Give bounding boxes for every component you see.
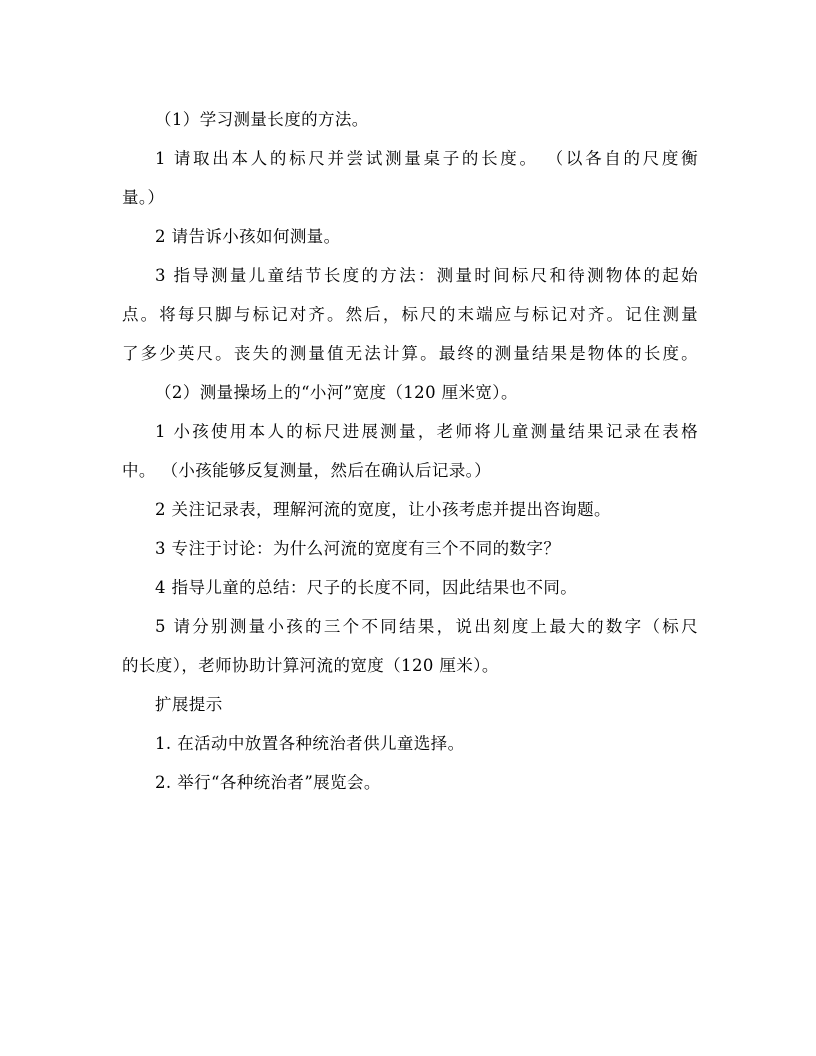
paragraph-step-1 [122,139,698,217]
text-line: 量。） [122,188,165,207]
text-line: 5 请分别测量小孩的三个不同结果，说出刻度上最大的数字（标尺 [155,617,698,636]
text-line: 了多少英尺。丧失的测量值无法计算。最终的测量结果是物体的长度。 [122,344,698,363]
paragraph-method-title [122,100,698,139]
text-line: 1 请取出本人的标尺并尝试测量桌子的长度。 （以各自的尺度衡 [155,149,698,168]
text-line: 点。将每只脚与标记对齐。然后，标尺的末端应与标记对齐。记住测量 [122,305,698,324]
paragraph-river-title [122,373,698,412]
paragraph-river-step-2 [122,490,698,529]
text-line: 的长度），老师协助计算河流的宽度（120 厘米）。 [122,656,499,675]
document-page [122,100,698,802]
text-line: 1. 在活动中放置各种统治者供儿童选择。 [155,734,465,753]
text-line: 中。 （小孩能够反复测量，然后在确认后记录。） [122,461,492,480]
paragraph-step-2 [122,217,698,256]
text-line: 4 指导儿童的总结：尺子的长度不同，因此结果也不同。 [155,578,578,597]
text-line: 1 小孩使用本人的标尺进展测量，老师将儿童测量结果记录在表格 [155,422,698,441]
paragraph-river-step-4 [122,568,698,607]
text-line: 2 关注记录表，理解河流的宽度，让小孩考虑并提出咨询题。 [155,500,611,519]
text-line: 2 请告诉小孩如何测量。 [155,227,341,246]
text-line: 3 指导测量儿童结节长度的方法：测量时间标尺和待测物体的起始 [155,266,698,285]
paragraph-river-step-1 [122,412,698,490]
paragraph-river-step-3 [122,529,698,568]
text-line: （2）测量操场上的“小河”宽度（120 厘米宽）。 [155,383,518,402]
paragraph-step-3 [122,256,698,373]
text-line: （1）学习测量长度的方法。 [155,110,369,129]
text-line: 2. 举行“各种统治者”展览会。 [155,773,381,792]
text-line: 3 专注于讨论：为什么河流的宽度有三个不同的数字？ [155,539,561,558]
text-line: 扩展提示 [155,695,223,714]
paragraph-extension-1 [122,724,698,763]
paragraph-extension-title [122,685,698,724]
paragraph-extension-2 [122,763,698,802]
paragraph-river-step-5 [122,607,698,685]
